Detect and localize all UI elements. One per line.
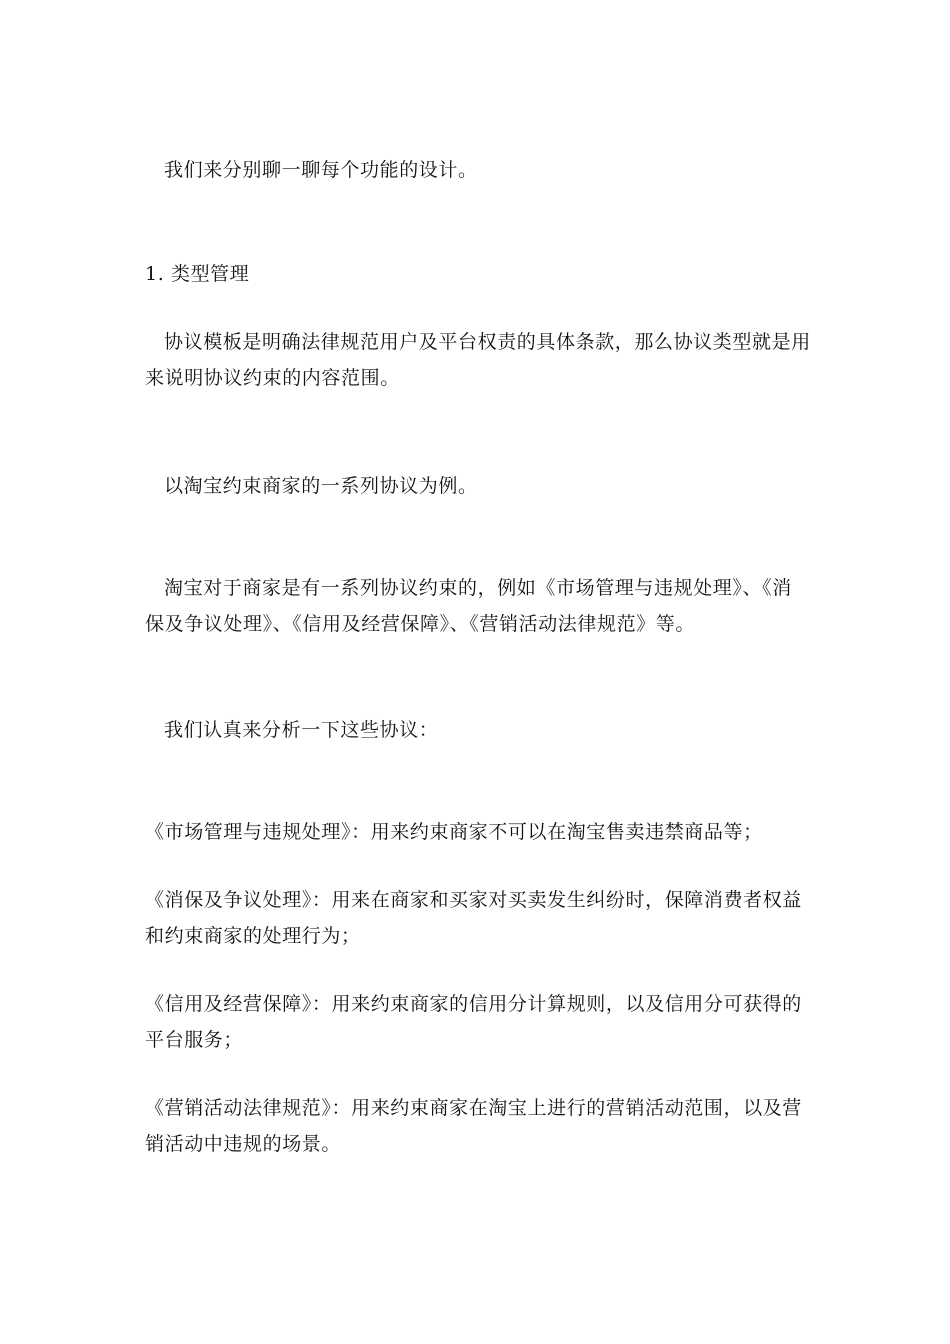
agreement-line: 《市场管理与违规处理》：用来约束商家不可以在淘宝售卖违禁商品等； xyxy=(145,821,763,843)
section-heading xyxy=(145,256,805,292)
taobao-paragraph-line: 淘宝对于商家是有一系列协议约束的，例如《市场管理与违规处理》、《消 xyxy=(164,577,792,599)
agreement-item xyxy=(145,986,805,1058)
template-paragraph-line: 协议模板是明确法律规范用户及平台权责的具体条款，那么协议类型就是用 xyxy=(164,331,811,353)
analysis-text: 我们认真来分析一下这些协议： xyxy=(164,719,439,741)
agreement-line: 和约束商家的处理行为； xyxy=(145,925,361,947)
section-heading-text: 1. 类型管理 xyxy=(145,263,250,285)
agreement-line: 《信用及经营保障》：用来约束商家的信用分计算规则，以及信用分可获得的 xyxy=(145,993,802,1015)
taobao-paragraph xyxy=(145,570,805,642)
agreement-item xyxy=(145,882,805,954)
agreement-line: 平台服务； xyxy=(145,1029,244,1051)
agreement-line: 《营销活动法律规范》：用来约束商家在淘宝上进行的营销活动范围，以及营 xyxy=(145,1097,802,1119)
template-paragraph-line: 来说明协议约束的内容范围。 xyxy=(145,367,400,389)
agreement-line: 销活动中违规的场景。 xyxy=(145,1133,342,1155)
intro-text: 我们来分别聊一聊每个功能的设计。 xyxy=(164,159,478,181)
intro-paragraph xyxy=(145,152,805,188)
analysis-paragraph xyxy=(145,712,805,748)
example-text: 以淘宝约束商家的一系列协议为例。 xyxy=(164,475,478,497)
agreement-line: 《消保及争议处理》：用来在商家和买家对买卖发生纠纷时，保障消费者权益 xyxy=(145,889,802,911)
taobao-paragraph-line: 保及争议处理》、《信用及经营保障》、《营销活动法律规范》等。 xyxy=(145,613,696,635)
template-paragraph xyxy=(145,324,811,396)
agreement-item xyxy=(145,1090,805,1162)
agreement-item xyxy=(145,814,805,850)
example-paragraph xyxy=(145,468,805,504)
